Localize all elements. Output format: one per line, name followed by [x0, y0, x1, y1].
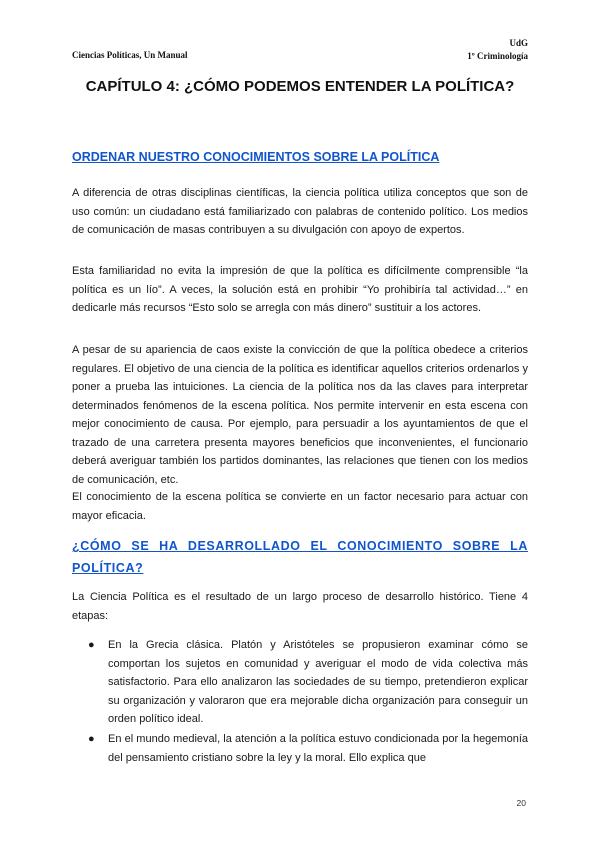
paragraph: A pesar de su apariencia de caos existe la convicción de que la política obedece a criterios regulares. El objetivo de una ciencia de la política es identificar aquellos criterios ordenarlos y poner a prueba las intuiciones. La ciencia de la política nos da las claves para interpretar determinados fenómenos de la escena política. Nos permite intervenir en esta escena con mejor conocimiento de causa. Por ejemplo, para persuadir a los ayuntamientos de que el trazado de una carretera presenta mayores beneficios que inconvenientes, el funcionario deberá averiguar también los partidos dominantes, las relaciones que tienen con los medios de comunicación, etc.: [72, 344, 528, 486]
header-course: 1º Criminología: [467, 51, 528, 61]
list-item-text: En la Grecia clásica. Platón y Aristóteles se propusieron examinar cómo se comportan los sujetos en comunidad y averiguar el modo de vida colectiva más satisfactorio. Para ello analizaron las sociedades de su tiempo, pretendieron explicar su organización y valoraron que era mejorable dicha organización para conseguir un orden político ideal.: [108, 639, 528, 725]
header-university: UdG: [509, 38, 528, 48]
section-heading-ordering: ORDENAR NUESTRO CONOCIMIENTOS SOBRE LA POLÍTICA: [72, 150, 440, 164]
section-heading-development: ¿CÓMO SE HA DESARROLLADO EL CONOCIMIENTO SOBRE LA POLÍTICA?: [72, 539, 528, 575]
running-header-left: Ciencias Políticas, Un Manual: [72, 50, 188, 60]
chapter-title: CAPÍTULO 4: ¿CÓMO PODEMOS ENTENDER LA POLÍTICA?: [85, 78, 515, 95]
paragraph: Esta familiaridad no evita la impresión de que la política es difícilmente comprensible “la política es un lío”. A veces, la solución está en prohibir “Yo prohibiría tal actividad…” en dedicarle más recursos “Esto solo se arregla con más dinero” sustituir a los actores.: [72, 265, 528, 314]
list-item: [88, 636, 528, 729]
list-item-text: En el mundo medieval, la atención a la política estuvo condicionada por la hegemonía del pensamiento cristiano sobre la ley y la moral. Ello explica que: [108, 733, 528, 764]
list-item: [88, 730, 528, 767]
page-number: 20: [516, 798, 526, 808]
running-header-right: [467, 37, 528, 63]
bullet-icon: ●: [88, 639, 95, 651]
paragraph: La Ciencia Política es el resultado de un largo proceso de desarrollo histórico. Tiene 4 etapas:: [72, 591, 528, 622]
paragraph: El conocimiento de la escena política se convierte en un factor necesario para actuar con mayor eficacia.: [72, 491, 528, 522]
bullet-icon: ●: [88, 733, 95, 745]
paragraph: A diferencia de otras disciplinas científicas, la ciencia política utiliza conceptos que son de uso común: un ciudadano está familiarizado con palabras de contenido político. Los medios de comunicación de masas contribuyen a su divulgación con apoyo de expertos.: [72, 187, 528, 236]
